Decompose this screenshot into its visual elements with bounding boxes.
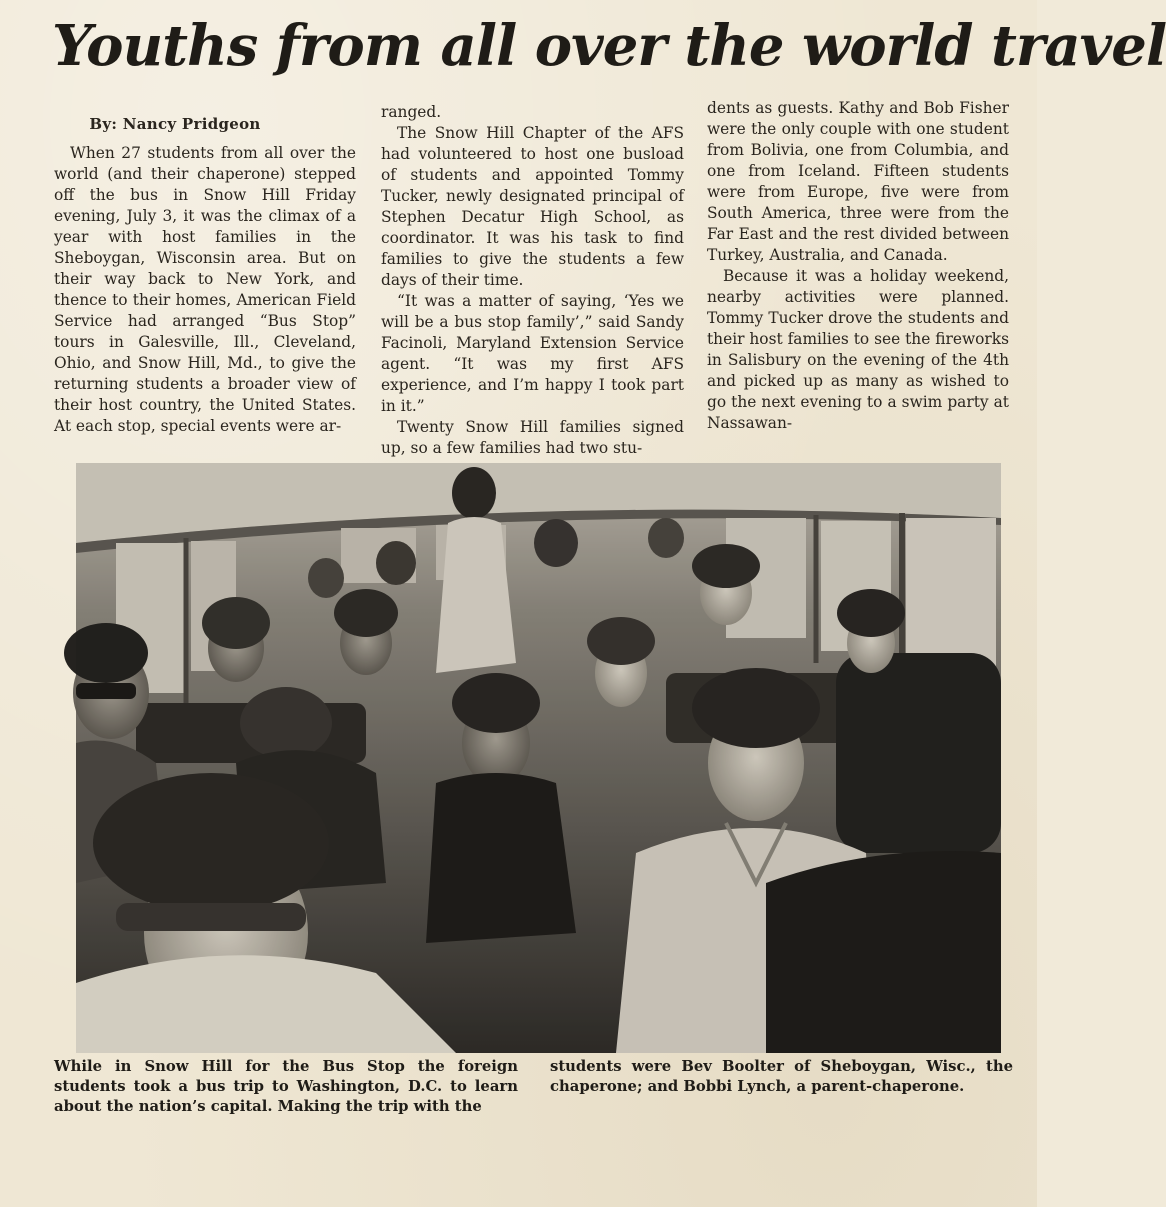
article-paragraph: ranged.: [381, 103, 442, 121]
article-paragraph: When 27 students from all over the world (and their chaperone) stepped off the bus in Snow Hill Friday evening, July 3, it was the climax of a year with host families in the Sheboygan, Wisconsin area. But on their way back to New York, and thence to their homes, American Field Service had arranged “Bus Stop” tours in Galesville, Ill., Cleveland, Ohio, and Snow Hill, Md., to give the returning students a broader view of their host country, the United States. At each stop, special events were ar-: [54, 144, 356, 435]
bus-interior-photo: [76, 463, 1001, 1053]
article-paragraph: Twenty Snow Hill families signed up, so a few families had two stu-: [381, 418, 684, 457]
photo-illustration: [76, 463, 1001, 1053]
article-paragraph: “It was a matter of saying, ‘Yes we will be a bus stop family’,” said Sandy Facinoli, Maryland Extension Service agent. “It was my first AFS experience, and I’m happy I took part in it.”: [381, 292, 684, 415]
photo-caption-part-1: While in Snow Hill for the Bus Stop the foreign students took a bus trip to Washington, D.C. to learn about the nation’s capital. Making the trip with the: [54, 1058, 518, 1115]
article-paragraph: The Snow Hill Chapter of the AFS had volunteered to host one busload of students and appointed Tommy Tucker, newly designated principal of Stephen Decatur High School, as coordinator. It was his task to find families to give the students a few days of their time.: [381, 124, 684, 289]
article-column-1: [54, 114, 356, 437]
article-paragraph: Because it was a holiday weekend, nearby activities were planned. Tommy Tucker drove the students and their host families to see the fireworks in Salisbury on the evening of the 4th and picked up as many as wished to go the next evening to a swim party at Nassawan-: [707, 267, 1009, 432]
byline: By: Nancy Pridgeon: [89, 115, 261, 133]
article-column-3: [707, 98, 1009, 434]
article-paragraph: dents as guests. Kathy and Bob Fisher were the only couple with one student from Bolivia, one from Columbia, and one from Iceland. Fifteen students were from Europe, five were from South America, three were from the Far East and the rest divided between Turkey, Australia, and Canada.: [707, 99, 1009, 264]
photo-caption-part-2: students were Bev Boolter of Sheboygan, Wisc., the chaperone; and Bobbi Lynch, a parent-chaperone.: [550, 1058, 1013, 1095]
headline: Youths from all over the world travel: [52, 13, 1166, 79]
article-column-2: [381, 102, 684, 459]
